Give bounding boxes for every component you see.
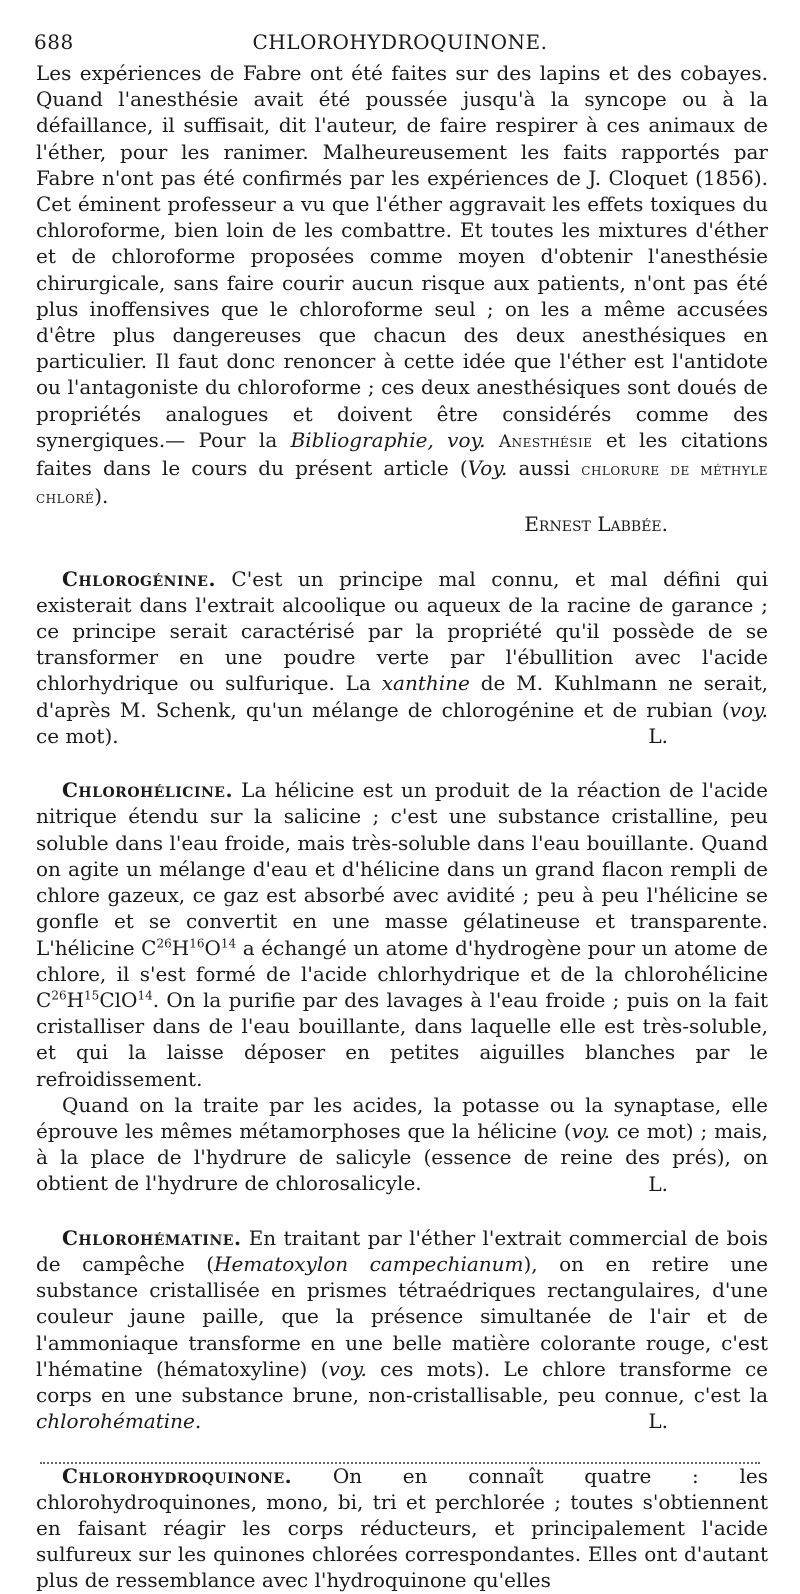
italic-run: chlorohématine. xyxy=(36,1409,202,1434)
italic-run: voy. xyxy=(571,1118,610,1143)
text-run: En traitant par l'éther l'extrait commercial de bois de campêche ( xyxy=(36,1225,768,1276)
italic-run: Voy. xyxy=(467,456,508,481)
text-run: C'est un principe mal connu, et mal défini qui existerait dans l'extrait alcoolique ou aqueux de la racine de garance ; ce principe serait caractérisé par la propriété qu'il possède de se transformer en une poudre verte par l'ébullition avec l'acide chlorhydrique ou sulfurique. La xyxy=(36,566,768,696)
article-anesthesie-end xyxy=(36,60,768,538)
headword: Chlorohydroquinone. xyxy=(62,1463,293,1488)
body-text xyxy=(36,60,768,1594)
headword: Chlorohélicine. xyxy=(62,778,233,803)
text-run: Quand on la traite par les acides, la potasse ou la synaptase, elle éprouve les mêmes métamorphoses que la hélicine ( xyxy=(36,1092,768,1143)
headword: Chlorohématine. xyxy=(62,1225,242,1250)
italic-run: xanthine xyxy=(381,671,470,696)
page-number: 688 xyxy=(34,30,74,54)
text-run: . On la purifie par des lavages à l'eau froide ; puis on la fait cristalliser dans de l'eau bouillante, dans laquelle elle est très-soluble, et qui la laisse déposer en petites aiguilles blanches par le refroidissement. xyxy=(36,987,768,1091)
text-run: ces mots). Le chlore transforme ce corps en une substance brune, non-cristallisable, peu connue, c'est la xyxy=(36,1356,768,1407)
formula-symbol: H xyxy=(66,987,85,1012)
formula-superscript: 16 xyxy=(189,935,205,950)
text-run: ce mot). xyxy=(36,723,119,748)
italic-run: voy. xyxy=(328,1356,367,1381)
cross-reference: Anesthésie xyxy=(498,431,593,452)
paragraph xyxy=(36,60,768,538)
italic-run: Bibliographie, voy. xyxy=(290,427,486,452)
text-run: ). xyxy=(94,484,109,509)
author-signature: L. xyxy=(648,1171,668,1196)
formula-superscript: 26 xyxy=(51,988,67,1003)
footer-dotted-rule xyxy=(40,1462,760,1464)
text-run: a échangé un atome d'hydrogène pour un atome de chlore, il s'est formé de l'acide chlorhydrique et de la chlorohélicine C xyxy=(36,935,769,1012)
formula-superscript: 26 xyxy=(156,935,172,950)
cross-reference: chlorure de méthyle chloré xyxy=(36,460,769,509)
text-run: On en connaît quatre : les chlorohydroquinones, mono, bi, tri et perchlorée ; toutes s'obtiennent en faisant réagir les corps réducteurs, et principalement l'acide sulfureux sur les quinones chlorées correspondantes. Elles ont d'autant plus de ressemblance avec l'hydroquinone qu'elles xyxy=(36,1463,769,1593)
running-title: CHLOROHYDROQUINONE. xyxy=(252,30,548,54)
italic-run: Hematoxylon campechianum xyxy=(214,1251,524,1276)
paragraph xyxy=(36,566,768,750)
text-run: et les citations faites dans le cours du présent article ( xyxy=(36,427,769,481)
formula-superscript: 14 xyxy=(220,935,237,950)
article-chlorohematine xyxy=(36,1225,768,1435)
paragraph xyxy=(36,1463,768,1594)
formula-symbol: H xyxy=(171,935,190,960)
text-run: ce mot) ; mais, à la place de l'hydrure de salicyle (essence de reine des prés), on obtient de l'hydrure de chlorosalicyle. xyxy=(36,1118,768,1196)
text-run: aussi xyxy=(518,456,571,481)
formula-symbol: ClO xyxy=(99,987,138,1012)
formula-superscript: 15 xyxy=(84,988,100,1003)
author-signature: L. xyxy=(648,1409,668,1434)
formula-superscript: 14 xyxy=(137,988,153,1003)
italic-run: voy. xyxy=(729,697,768,722)
author-signature: Ernest Labbée. xyxy=(524,512,668,537)
text-run: La hélicine est un produit de la réaction de l'acide nitrique étendu sur la salicine ; c'est une substance cristalline, peu soluble dans l'eau froide, mais très-soluble dans l'eau bouillante. Quand on agite un mélange d'eau et d'hélicine dans un grand flacon rempli de chlore gazeux, ce gaz est absorbé avec avidité ; peu à peu l'hélicine se gonfle et se convertit en une masse gélatineuse et transparente. L'hélicine C xyxy=(36,778,769,960)
article-chlorohelicine xyxy=(36,777,768,1196)
paragraph xyxy=(36,777,768,1091)
formula-symbol: O xyxy=(204,935,221,960)
paragraph xyxy=(36,1225,768,1435)
article-chlorogenine xyxy=(36,566,768,750)
text-run: ), on en retire une substance cristallisée en prismes tétraédriques rectangulaires, d'une couleur jaune paille, que la présence simultanée de l'air et de l'ammoniaque transforme en une belle matière colorante rouge, c'est l'hématine (hématoxyline) ( xyxy=(36,1251,768,1381)
article-chlorohydroquinone xyxy=(36,1463,768,1594)
headword: Chlorogénine. xyxy=(62,566,216,591)
text-run: de M. Kuhlmann ne serait, d'après M. Schenk, qu'un mélange de chlorogénine et de rubian ( xyxy=(36,671,769,722)
text-run: Les expériences de Fabre ont été faites sur des lapins et des cobayes. Quand l'anesthésie avait été poussée jusqu'à la syncope ou à la défaillance, il suffisait, dit l'auteur, de faire respirer à ces animaux de l'éther, pour les ranimer. Malheureusement les faits rapportés par Fabre n'ont pas été confirmés par les expériences de J. Cloquet (1856). Cet éminent professeur a vu que l'éther aggravait les effets toxiques du chloroforme, bien loin de les combattre. Et toutes les mixtures d'éther et de chloroforme proposées comme moyen d'obtenir l'anesthésie chirurgicale, sans faire courir aucun risque aux patients, n'ont pas été plus inoffensives que le chloroforme seul ; on les a même accusées d'être plus dangereuses que chacun des deux anesthésiques en particulier. Il faut donc renoncer à cette idée que l'éther est l'antidote ou l'antagoniste du chloroforme ; ces deux anesthésiques sont doués de propriétés analogues et doivent être considérés comme des synergiques.— Pour la xyxy=(36,61,768,452)
paragraph xyxy=(36,1092,768,1197)
author-signature: L. xyxy=(648,724,668,749)
